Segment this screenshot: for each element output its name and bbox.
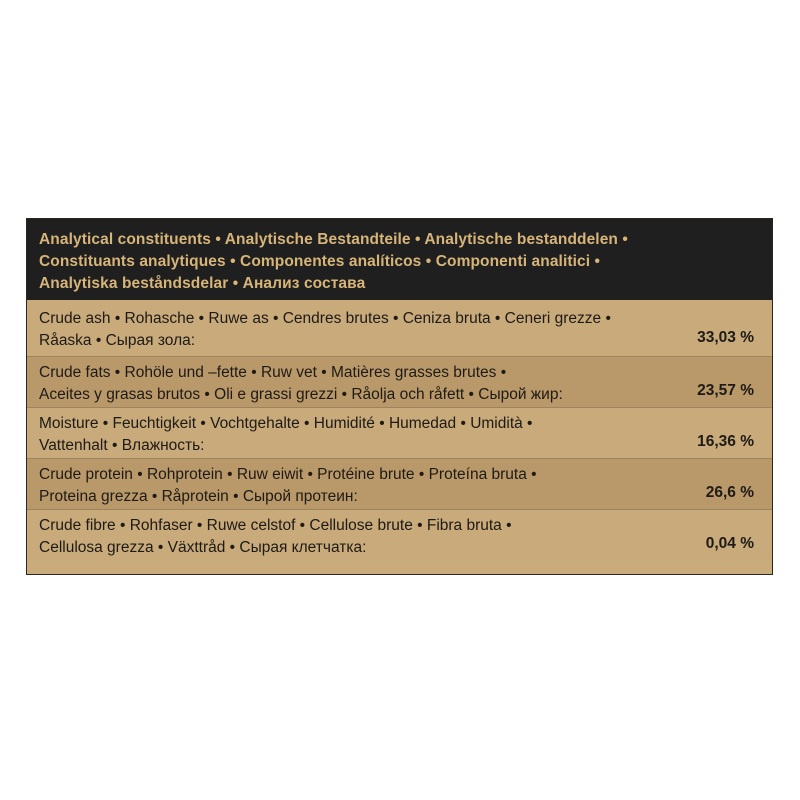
row-label-line: Crude fats • Rohöle und –fette • Ruw vet • Matières grasses brutes • bbox=[39, 364, 507, 381]
table-row-moisture bbox=[27, 407, 772, 458]
row-label-line: Crude protein • Rohprotein • Ruw eiwit • Protéine brute • Proteína bruta • bbox=[39, 466, 537, 483]
header-line: Constituants analytiques • Componentes analíticos • Componenti analitici • bbox=[39, 253, 601, 270]
row-value: 23,57 % bbox=[697, 382, 754, 399]
row-label-line: Proteina grezza • Råprotein • Сырой протеин: bbox=[39, 488, 358, 505]
row-label-line: Crude fibre • Rohfaser • Ruwe celstof • Cellulose brute • Fibra bruta • bbox=[39, 517, 512, 534]
analytical-constituents-table bbox=[26, 218, 773, 575]
header-line: Analytical constituents • Analytische Bestandteile • Analytische bestanddelen • bbox=[39, 231, 628, 248]
row-value: 0,04 % bbox=[705, 535, 754, 552]
table-row-crude-protein bbox=[27, 458, 772, 509]
row-value: 26,6 % bbox=[705, 484, 754, 501]
row-value: 33,03 % bbox=[697, 329, 754, 346]
row-label-line: Moisture • Feuchtigkeit • Vochtgehalte • Humidité • Humedad • Umidità • bbox=[39, 415, 533, 432]
row-label-line: Vattenhalt • Влажность: bbox=[39, 437, 205, 454]
row-label-line: Cellulosa grezza • Växttråd • Сырая клетчатка: bbox=[39, 539, 367, 556]
table-row-crude-fats bbox=[27, 356, 772, 407]
table-row-crude-ash bbox=[27, 300, 772, 356]
row-value: 16,36 % bbox=[697, 433, 754, 450]
header-line: Analytiska beståndsdelar • Анализ состава bbox=[39, 275, 366, 292]
row-label-line: Aceites y grasas brutos • Oli e grassi grezzi • Råolja och råfett • Сырой жир: bbox=[39, 386, 563, 403]
table-header bbox=[27, 219, 772, 300]
row-label-line: Crude ash • Rohasche • Ruwe as • Cendres brutes • Ceniza bruta • Ceneri grezze • bbox=[39, 310, 611, 327]
table-body bbox=[27, 300, 772, 575]
table-row-crude-fibre bbox=[27, 509, 772, 560]
row-label-line: Råaska • Сырая зола: bbox=[39, 332, 196, 349]
